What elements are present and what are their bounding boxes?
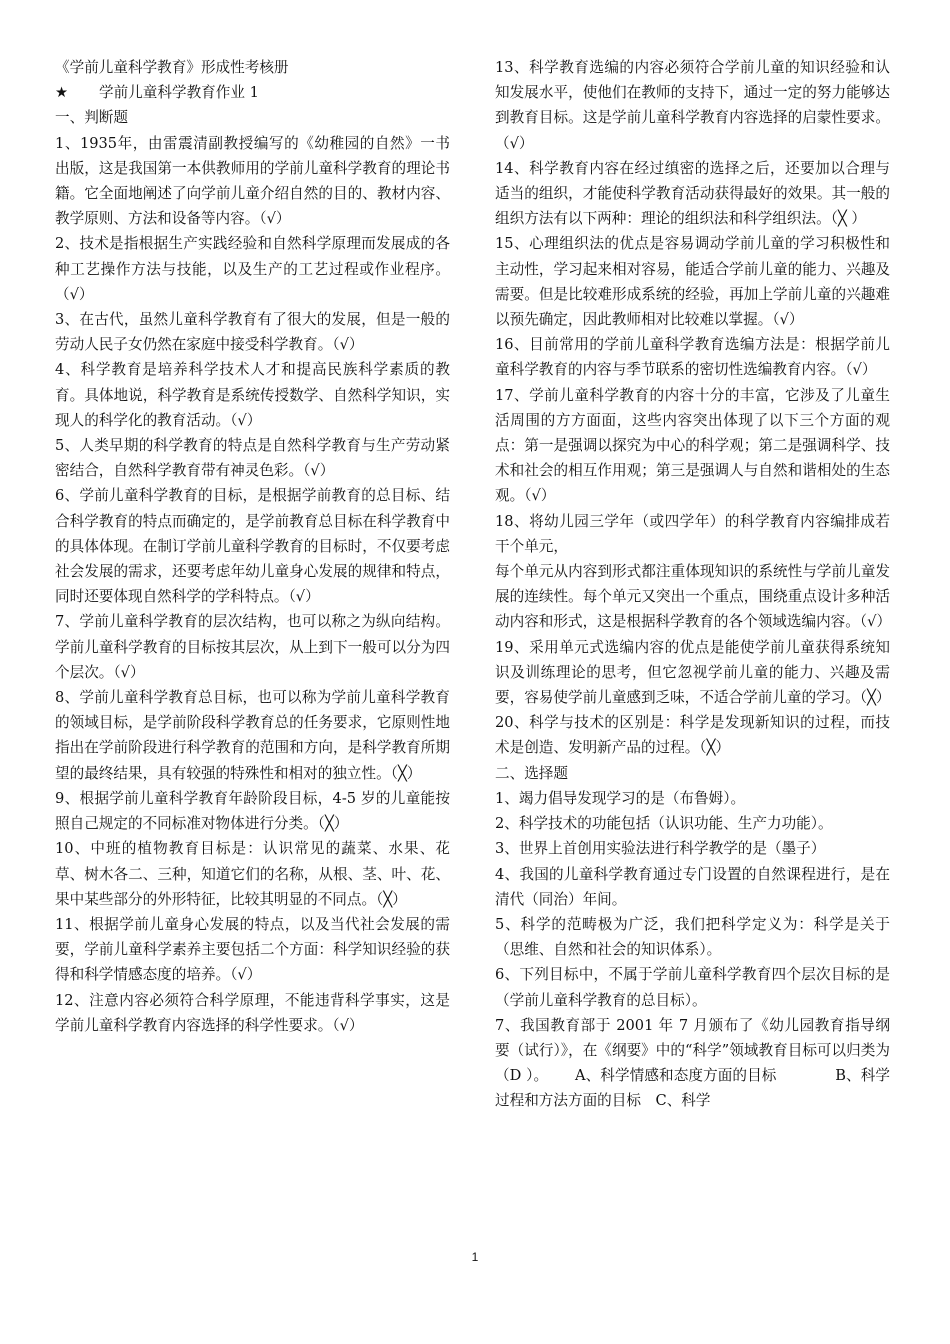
judgement-item: 16、目前常用的学前儿童科学教育选编方法是：根据学前儿童科学教育的内容与季节联系的密切性选编教育内容。（√） [495, 336, 890, 379]
choice-item: 3、世界上首创用实验法进行科学教学的是（墨子） [495, 840, 826, 858]
judgement-item: 2、技术是指根据生产实践经验和自然科学原理而发展成的各种工艺操作方法与技能，以及生产的工艺过程或作业程序。（√） [55, 235, 450, 303]
choice-item: 7、我国教育部于 2001 年 7 月颁布了《幼儿园教育指导纲要（试行）》，在《纲要》中的“科学”领域教育目标可以归类为（D ）。 A、科学情感和态度方面的目标 B、科学过程和方法方面的目标 C、科学 [495, 1016, 890, 1110]
judgement-item: 1、1935年，由雷震清副教授编写的《幼稚园的自然》一书出版，这是我国第一本供教师用的学前儿童科学教育的理论书籍。它全面地阐述了向学前儿童介绍自然的目的、教材内容、教学原则、方法和设备等内容。（√） [55, 134, 450, 228]
judgement-item: 6、学前儿童科学教育的目标，是根据学前教育的总目标、结合科学教育的特点而确定的，是学前教育总目标在科学教育中的具体体现。在制订学前儿童科学教育的目标时，不仅要考虑社会发展的需求，还要考虑年幼儿童身心发展的规律和特点，同时还要体现自然科学的学科特点。（√） [55, 487, 450, 606]
judgement-item: 13、科学教育选编的内容必须符合学前儿童的知识经验和认知发展水平，使他们在教师的支持下，通过一定的努力能够达到教育目标。这是学前儿童科学教育内容选择的启蒙性要求。（√） [495, 59, 890, 152]
choice-item: 4、我国的儿童科学教育通过专门设置的自然课程进行，是在清代（同治）年间。 [495, 865, 890, 908]
judgement-item: 每个单元从内容到形式都注重体现知识的系统性与学前儿童发展的连续性。每个单元又突出一个重点，围绕重点设计多种活动内容和形式，这是根据科学教育的各个领域选编内容。（√） [495, 563, 892, 631]
section-title-choice: 二、选择题 [495, 764, 568, 782]
section-title-judgement: 一、判断题 [55, 109, 128, 127]
judgement-item: 7、学前儿童科学教育的层次结构，也可以称之为纵向结构。学前儿童科学教育的目标按其层次，从上到下一般可以分为四个层次。（√） [55, 613, 450, 681]
judgement-item: 14、科学教育内容在经过缜密的选择之后，还要加以合理与适当的组织，才能使科学教育活动获得最好的效果。其一般的组织方法有以下两种：理论的组织法和科学组织法。（╳ ） [495, 159, 890, 228]
left-column [55, 55, 450, 1038]
judgement-item: 18、将幼儿园三学年（或四学年）的科学教育内容编排成若干个单元， [495, 512, 890, 555]
judgement-item: 8、学前儿童科学教育总目标，也可以称为学前儿童科学教育的领域目标，是学前阶段科学教育总的任务要求，它原则性地指出在学前阶段进行科学教育的范围和方向，是科学教育所期望的最终结果，具有较强的特殊性和相对的独立性。（╳） [55, 689, 450, 782]
assignment-title: 学前儿童科学教育作业 1 [99, 84, 259, 102]
judgement-item: 20、科学与技术的区别是：科学是发现新知识的过程，而技术是创造、发明新产品的过程。（╳） [495, 714, 890, 757]
book-title: 《学前儿童科学教育》形成性考核册 [55, 59, 289, 76]
choice-item: 6、下列目标中，不属于学前儿童科学教育四个层次目标的是（学前儿童科学教育的总目标）。 [495, 966, 890, 1009]
judgement-item: 17、学前儿童科学教育的内容十分的丰富，它涉及了儿童生活周围的方方面面，这些内容突出体现了以下三个方面的观点：第一是强调以探究为中心的科学观；第二是强调科学、技术和社会的相互作用观；第三是强调人与自然和谐相处的生态观。（√） [495, 386, 890, 505]
judgement-item: 10、中班的植物教育目标是：认识常见的蔬菜、水果、花草、树木各二、三种，知道它们的名称，从根、茎、叶、花、果中某些部分的外形特征，比较其明显的不同点。（╳） [55, 840, 450, 908]
judgement-item: 19、采用单元式选编内容的优点是能使学前儿童获得系统知识及训练理论的思考，但它忽视学前儿童的能力、兴趣及需要，容易使学前儿童感到乏味，不适合学前儿童的学习。（╳） [495, 638, 891, 707]
assignment-heading [55, 80, 450, 105]
right-column [495, 55, 890, 1114]
star-icon: ★ [55, 84, 69, 102]
choice-item: 1、竭力倡导发现学习的是（布鲁姆）。 [495, 789, 746, 807]
judgement-item: 12、注意内容必须符合科学原理，不能违背科学事实，这是学前儿童科学教育内容选择的科学性要求。（√） [55, 991, 450, 1034]
judgement-item: 11、根据学前儿童身心发展的特点，以及当代社会发展的需要，学前儿童科学素养主要包括二个方面：科学知识经验的获得和科学情感态度的培养。（√） [55, 915, 450, 984]
judgement-item: 5、人类早期的科学教育的特点是自然科学教育与生产劳动紧密结合，自然科学教育带有神灵色彩。（√） [55, 437, 450, 480]
judgement-item: 15、心理组织法的优点是容易调动学前儿童的学习积极性和主动性，学习起来相对容易，能适合学前儿童的能力、兴趣及需要。但是比较难形成系统的经验，再加上学前儿童的兴趣难以预先确定，因此教师相对比较难以掌握。（√） [495, 235, 890, 329]
page-number: 1 [471, 1250, 479, 1264]
judgement-item: 4、科学教育是培养科学技术人才和提高民族科学素质的教育。具体地说，科学教育是系统传授数学、自然科学知识，实现人的科学化的教育活动。（√） [55, 361, 450, 429]
choice-item: 2、科学技术的功能包括（认识功能、生产力功能）。 [495, 815, 833, 833]
choice-item: 5、科学的范畴极为广泛，我们把科学定义为：科学是关于（思维、自然和社会的知识体系）。 [495, 915, 890, 959]
judgement-item: 3、在古代，虽然儿童科学教育有了很大的发展，但是一般的劳动人民子女仍然在家庭中接受科学教育。（√） [55, 311, 450, 354]
judgement-item: 9、根据学前儿童科学教育年龄阶段目标，4-5 岁的儿童能按照自己规定的不同标准对物体进行分类。（╳） [55, 789, 450, 833]
